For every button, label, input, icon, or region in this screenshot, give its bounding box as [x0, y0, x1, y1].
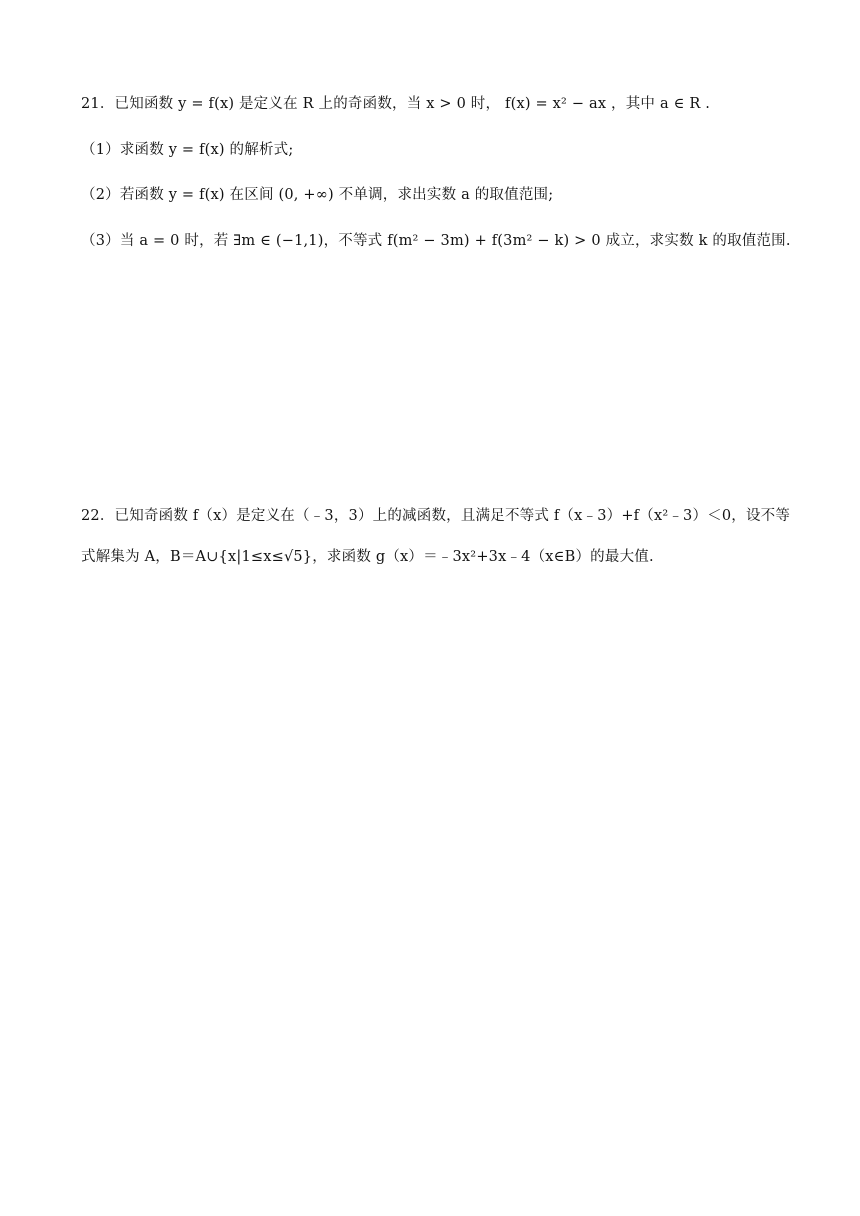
question-21-stem: 21．已知函数 y = f(x) 是定义在 R 上的奇函数，当 x > 0 时， f(x) = x² − ax ，其中 a ∈ R . [81, 96, 711, 112]
question-21-part-2: （2）若函数 y = f(x) 在区间 (0, +∞) 不单调，求出实数 a 的取值范围; [81, 187, 554, 203]
question-22-line-2: 式解集为 A，B＝A∪{x|1≤x≤√5}，求函数 g（x）＝﹣3x²+3x﹣4（x∈B）的最大值. [81, 549, 654, 565]
question-22-line-1: 22．已知奇函数 f（x）是定义在（﹣3，3）上的减函数，且满足不等式 f（x﹣3）+f（x²﹣3）＜0，设不等 [81, 508, 791, 524]
question-21-part-3: （3）当 a = 0 时，若 ∃m ∈ (−1,1)，不等式 f(m² − 3m) + f(3m² − k) > 0 成立，求实数 k 的取值范围. [81, 233, 791, 249]
question-21-part-1: （1）求函数 y = f(x) 的解析式; [81, 142, 294, 158]
